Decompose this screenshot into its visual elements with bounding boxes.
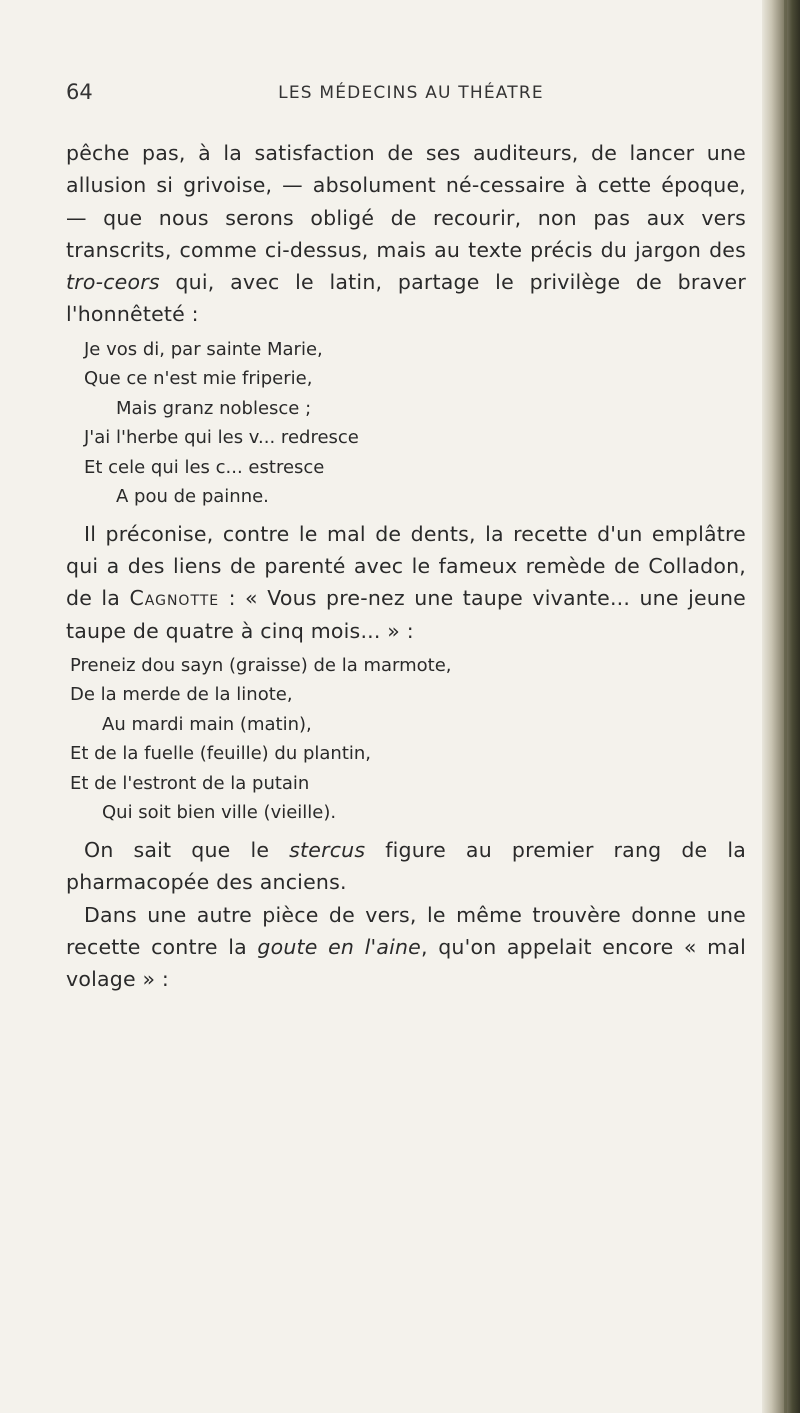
page-number: 64: [66, 80, 93, 104]
paragraph-3: [66, 834, 746, 899]
paragraph-3-text-b: figure au premier rang de la pharmacopée des anciens.: [66, 837, 746, 895]
paragraph-1-italic: tro-ceors: [66, 270, 160, 295]
verse-line: Que ce n'est mie friperie,: [84, 368, 313, 390]
paragraph-2: [66, 518, 746, 647]
verse-line: De la merde de la linote,: [70, 684, 293, 706]
paragraph-4-text-a: Dans une autre pièce de vers, le même trouvère donne une recette contre la: [66, 902, 746, 959]
paragraph-2-text-a: Il préconise, contre le mal de dents, la recette d'un emplâtre qui a des liens de parenté avec le fameux remède de Colladon, de la: [66, 521, 746, 611]
verse-line: Et cele qui les c... estresce: [84, 456, 325, 478]
paragraph-1: [66, 137, 746, 331]
verse-line: Et de la fuelle (feuille) du plantin,: [70, 743, 372, 765]
paragraph-4-text-b: , qu'on appelait encore « mal volage » :: [66, 934, 746, 992]
paragraph-1-text-a: pêche pas, à la satisfaction de ses auditeurs, de lancer une allusion si grivoise, — absolument né-cessaire à cette époque, — que nous serons obligé de recourir, non pas aux vers transcrits, comme ci-dessus, mais au texte précis du jargon des: [66, 141, 746, 262]
verse-block-2: [66, 651, 746, 828]
verse-line: Et de l'estront de la putain: [70, 772, 310, 794]
verse-block-1: [66, 335, 746, 512]
paragraph-4: [66, 899, 746, 996]
paragraph-3-text-a: On sait que le: [84, 837, 290, 862]
page-edge-shadow: [762, 0, 800, 1413]
verse-line: Qui soit bien ville (vieille).: [102, 802, 337, 824]
paragraph-4-italic: goute en l'aine: [257, 934, 421, 959]
verse-line: A pou de painne.: [116, 486, 269, 508]
paragraph-1-text-b: qui, avec le latin, partage le privilège de braver l'honnêteté :: [66, 270, 746, 327]
running-title: LES MÉDECINS AU THÉATRE: [278, 83, 544, 103]
binding-line: [784, 0, 787, 1413]
paragraph-3-italic: stercus: [289, 837, 366, 862]
verse-line: Mais granz noblesce ;: [116, 397, 312, 419]
paragraph-2-smallcaps: Cagnotte: [129, 586, 220, 611]
verse-line: Au mardi main (matin),: [102, 713, 312, 735]
page-header: [66, 80, 746, 120]
verse-line: J'ai l'herbe qui les v... redresce: [84, 427, 359, 449]
page-body: [66, 137, 746, 995]
verse-line: Preneiz dou sayn (graisse) de la marmote,: [70, 654, 452, 676]
verse-line: Je vos di, par sainte Marie,: [84, 338, 323, 360]
paragraph-2-text-b: : « Vous pre-nez une taupe vivante... une jeune taupe de quatre à cinq mois... » :: [66, 586, 746, 643]
